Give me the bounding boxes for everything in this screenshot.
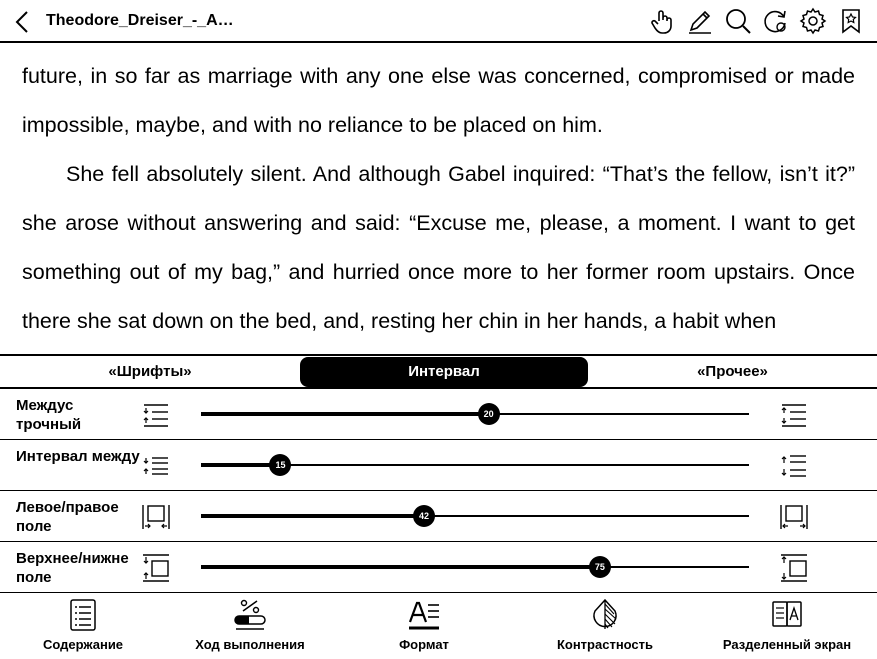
- vertical-margin-row: [0, 542, 877, 593]
- tab-fonts[interactable]: «Шрифты»: [108, 363, 192, 380]
- refresh-icon[interactable]: [761, 7, 789, 35]
- line-spacing-slider[interactable]: [201, 409, 749, 419]
- contrast-button[interactable]: [548, 593, 662, 659]
- slider-fill: [201, 565, 600, 569]
- side-margin-increase-icon[interactable]: [778, 501, 810, 533]
- slider-knob[interactable]: 75: [589, 556, 611, 578]
- pen-icon[interactable]: [686, 7, 714, 35]
- side-margin-decrease-icon[interactable]: [140, 501, 172, 533]
- split-screen-icon: [770, 598, 804, 632]
- contents-icon: [66, 598, 100, 632]
- paragraph-spacing-decrease-icon[interactable]: [140, 450, 172, 482]
- contents-button[interactable]: [30, 593, 136, 659]
- contrast-label: Контрастность: [556, 637, 654, 652]
- progress-label: Ход выполнения: [195, 637, 305, 652]
- book-text[interactable]: [22, 52, 855, 346]
- paragraph-spacing-row: [0, 440, 877, 491]
- split-screen-button[interactable]: [720, 593, 854, 659]
- bottom-bar: [0, 593, 877, 659]
- paragraph-spacing-label: Интервал между: [16, 448, 140, 465]
- format-tabs: [0, 356, 877, 389]
- paragraph-spacing-slider[interactable]: [201, 460, 749, 470]
- side-margin-label: Левое/правое поле: [16, 499, 119, 535]
- progress-icon: [233, 598, 267, 632]
- bookmark-icon[interactable]: [837, 7, 865, 35]
- side-margin-row: [0, 491, 877, 542]
- vertical-margin-increase-icon[interactable]: [778, 552, 810, 584]
- vertical-margin-decrease-icon[interactable]: [140, 552, 172, 584]
- format-label: Формат: [399, 637, 449, 652]
- contrast-icon: [588, 598, 622, 632]
- line-spacing-increase-icon[interactable]: [778, 399, 810, 431]
- split-screen-label: Разделенный экран: [722, 637, 852, 652]
- contents-label: Содержание: [42, 637, 124, 652]
- side-margin-slider[interactable]: [201, 511, 749, 521]
- line-spacing-row: [0, 389, 877, 440]
- line-spacing-label: Междус трочный: [16, 397, 82, 433]
- format-icon: [407, 598, 441, 632]
- top-bar: [0, 0, 877, 43]
- slider-knob[interactable]: 15: [269, 454, 291, 476]
- slider-fill: [201, 412, 489, 416]
- paragraph: future, in so far as marriage with any one else was concerned, compromised or made impossible, maybe, and with no reliance to be placed on him.: [22, 64, 855, 137]
- vertical-margin-label: Верхнее/нижне поле: [16, 550, 129, 586]
- book-title: Theodore_Dreiser_-_A…: [46, 12, 234, 29]
- search-icon[interactable]: [724, 7, 752, 35]
- gear-icon[interactable]: [799, 7, 827, 35]
- slider-knob[interactable]: 20: [478, 403, 500, 425]
- slider-knob[interactable]: 42: [413, 505, 435, 527]
- touch-icon[interactable]: [648, 7, 676, 35]
- paragraph-spacing-increase-icon[interactable]: [778, 450, 810, 482]
- format-button[interactable]: [385, 593, 463, 659]
- vertical-margin-slider[interactable]: [201, 562, 749, 572]
- tab-spacing[interactable]: Интервал: [300, 357, 588, 387]
- paragraph: She fell absolutely silent. And although Gabel inquired: “That’s the fellow, isn’t it?” she arose without answering and said: “Excuse me, please, a moment. I want to get something out of my bag,” and hurried once more to her former room upstairs. Once there she sat down on the bed, and, resting her chin in her hands, a habit when: [22, 162, 855, 333]
- tab-other[interactable]: «Прочее»: [697, 363, 768, 380]
- slider-fill: [201, 514, 424, 518]
- back-icon[interactable]: [12, 10, 34, 34]
- line-spacing-decrease-icon[interactable]: [140, 399, 172, 431]
- format-panel: [0, 354, 877, 659]
- progress-button[interactable]: [190, 593, 310, 659]
